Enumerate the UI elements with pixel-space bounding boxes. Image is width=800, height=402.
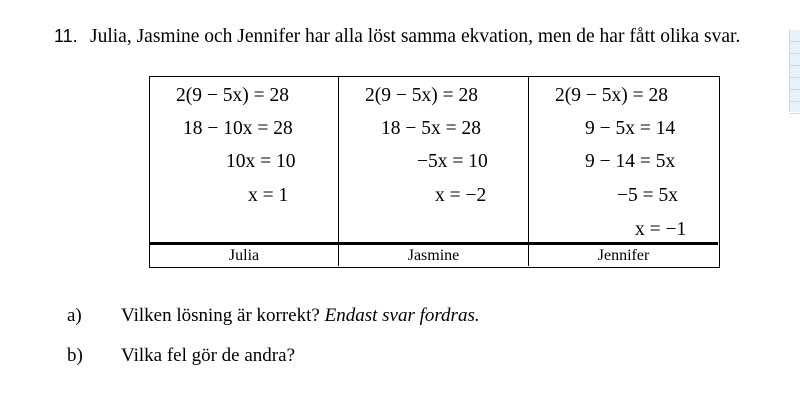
solution-column-jasmine — [339, 77, 529, 242]
jasmine-step-2: 18 − 5x = 28 — [381, 118, 481, 139]
question-text: Julia, Jasmine och Jennifer har alla löst samma ekvation, men de har fått olika svar. — [90, 26, 741, 47]
subquestion-a-note: Endast svar fordras. — [324, 305, 480, 326]
subquestion-a-label: a) — [67, 305, 82, 326]
name-jennifer: Jennifer — [597, 247, 650, 264]
question-number: 11. — [54, 26, 78, 46]
julia-step-3: 10x = 10 — [226, 151, 296, 172]
names-row — [150, 242, 718, 266]
jennifer-step-1: 2(9 − 5x) = 28 — [555, 85, 668, 106]
name-julia: Julia — [150, 245, 339, 266]
julia-step-2: 18 − 10x = 28 — [183, 118, 293, 139]
solutions-table — [149, 76, 720, 268]
edge-panel-strip — [789, 30, 800, 112]
solution-column-julia — [150, 77, 339, 242]
subquestion-a-question: Vilken lösning är korrekt? — [121, 305, 320, 326]
name-jasmine: Jasmine — [339, 245, 529, 266]
subquestion-a-text — [121, 305, 480, 327]
jasmine-step-4: x = −2 — [435, 185, 487, 206]
julia-step-4: x = 1 — [248, 185, 289, 206]
jennifer-step-4: −5 = 5x — [617, 185, 678, 206]
jennifer-step-3: 9 − 14 = 5x — [585, 151, 676, 172]
subquestion-b-label: b) — [67, 345, 83, 366]
subquestion-b-text: Vilka fel gör de andra? — [121, 345, 295, 366]
jasmine-step-3: −5x = 10 — [417, 151, 488, 172]
julia-step-1: 2(9 − 5x) = 28 — [176, 85, 289, 106]
jennifer-step-2: 9 − 5x = 14 — [585, 118, 676, 139]
jennifer-step-5: x = −1 — [635, 219, 687, 240]
solution-column-jennifer — [529, 77, 718, 242]
jasmine-step-1: 2(9 − 5x) = 28 — [365, 85, 478, 106]
